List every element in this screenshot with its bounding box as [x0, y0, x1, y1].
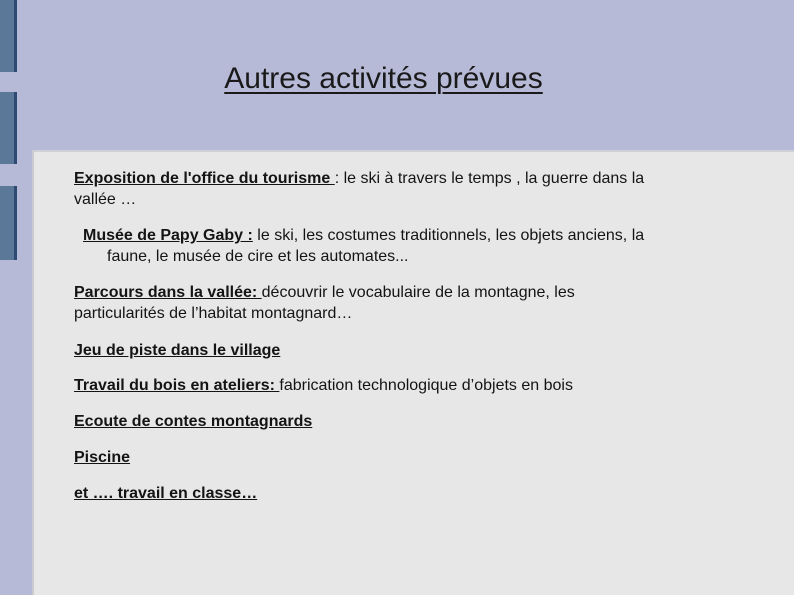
activity-title: Exposition de l'office du tourisme [74, 170, 335, 187]
activity-item-jeu-de-piste [74, 340, 280, 361]
activity-title: Travail du bois en ateliers: [74, 377, 280, 394]
activity-title: Musée de Papy Gaby : [83, 227, 253, 244]
activity-line [74, 168, 644, 189]
activity-item-exposition [74, 168, 644, 210]
activity-title: Piscine [74, 449, 131, 466]
activity-description: découvrir le vocabulaire de la montagne, les [261, 284, 575, 301]
content-panel [32, 150, 794, 595]
activity-item-travail-du-bois [74, 375, 573, 396]
activity-item-travail-en-classe [74, 483, 257, 504]
slide-title: Autres activités prévues [224, 62, 543, 95]
activity-title: Jeu de piste dans le village [74, 342, 281, 359]
activity-item-musee [83, 225, 644, 267]
activity-description-continued: vallée … [74, 191, 137, 208]
activity-description: le ski, les costumes traditionnels, les objets anciens, la [252, 227, 645, 244]
activity-title: et …. travail en classe… [74, 485, 258, 502]
activity-description: : le ski à travers le temps , la guerre dans la [334, 170, 645, 187]
activity-line [83, 225, 644, 246]
activity-item-contes [74, 411, 312, 432]
activity-description-continued: particularités de l’habitat montagnard… [74, 305, 353, 322]
activity-item-parcours [74, 282, 575, 324]
activity-description: fabrication technologique d’objets en bois [279, 377, 573, 394]
decorative-bar-bottom [0, 186, 17, 260]
activity-line [74, 282, 575, 303]
activity-title: Ecoute de contes montagnards [74, 413, 313, 430]
activity-description-continued: faune, le musée de cire et les automates... [107, 248, 409, 265]
decorative-bar-middle [0, 92, 17, 164]
activity-item-piscine [74, 447, 130, 468]
activity-title: Parcours dans la vallée: [74, 284, 262, 301]
